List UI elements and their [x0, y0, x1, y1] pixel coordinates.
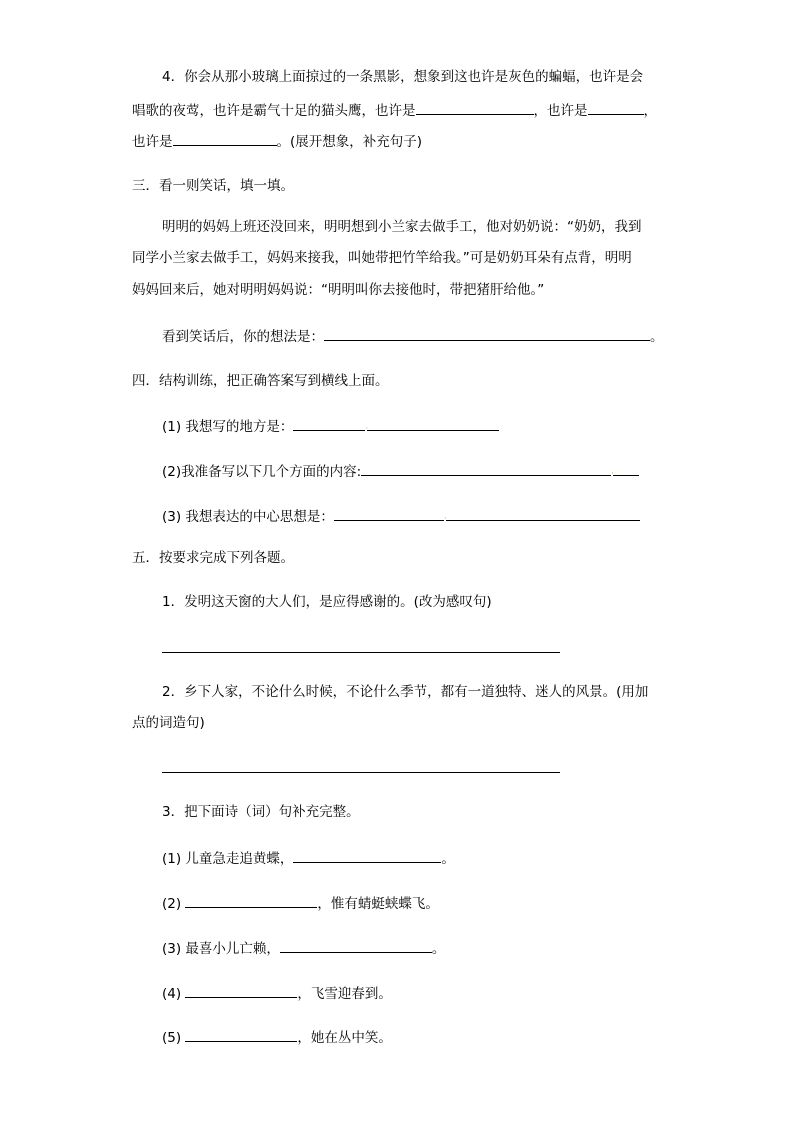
poem-line-4: [162, 983, 392, 1003]
exercise-3: 3．把下面诗（词）句补充完整。: [162, 804, 360, 820]
poem-text: 。: [431, 941, 446, 957]
poem-blank[interactable]: [185, 983, 297, 998]
q4-text: 。(展开想象，补充句子): [276, 134, 423, 150]
thought-end: 。: [650, 329, 664, 345]
poem-text: (4): [162, 986, 182, 1002]
poem-line-2: [162, 893, 439, 913]
poem-text: (5): [162, 1030, 182, 1046]
answer-line-2[interactable]: [162, 772, 560, 773]
joke-paragraph-line1: 明明的妈妈上班还没回来，明明想到小兰家去做手工，他对奶奶说：“奶奶，我到: [162, 219, 642, 235]
answer-blank[interactable]: [613, 461, 639, 476]
editor-mark: ·: [443, 514, 447, 524]
exercise-1: 1．发明这天窗的大人们，是应得感谢的。(改为感叹句): [162, 594, 492, 610]
answer-blank[interactable]: [334, 506, 444, 521]
joke-paragraph-line2: 同学小兰家去做手工，妈妈来接我，叫她带把竹竿给我。”可是奶奶耳朵有点背，明明: [132, 250, 632, 266]
structure-item-1: [162, 416, 499, 438]
answer-blank[interactable]: [588, 100, 644, 115]
editor-mark: ·: [365, 424, 369, 434]
q4-text: ，也许是: [533, 103, 588, 119]
poem-text: ，飞雪迎春到。: [297, 986, 392, 1002]
answer-blank[interactable]: [293, 416, 365, 431]
answer-blank[interactable]: [367, 416, 499, 431]
answer-line-1[interactable]: [162, 652, 560, 653]
poem-blank[interactable]: [293, 848, 441, 863]
answer-blank[interactable]: [173, 131, 277, 146]
poem-blank[interactable]: [280, 938, 432, 953]
structure-item-3: [162, 506, 640, 528]
exercise-2-line2: 点的词造句): [132, 715, 205, 731]
structure-label: (3) 我想表达的中心思想是：: [162, 509, 334, 525]
q4-line3: [132, 131, 422, 151]
poem-text: ，她在丛中笑。: [297, 1030, 392, 1046]
poem-text: (1) 儿童急走追黄蝶，: [162, 851, 294, 867]
answer-blank[interactable]: [446, 506, 640, 521]
structure-item-2: [162, 461, 639, 483]
exercise-2-line1: 2．乡下人家，不论什么时候，不论什么季节，都有一道独特、迷人的风景。(用加: [162, 684, 649, 700]
structure-label: (2)我准备写以下几个方面的内容:: [162, 464, 362, 480]
thought-label: 看到笑话后，你的想法是：: [162, 329, 324, 345]
q4-line2: [132, 100, 657, 120]
poem-line-3: [162, 938, 445, 958]
joke-paragraph-line3: 妈妈回来后，她对明明妈妈说：“明明叫你去接他时，带把猪肝给他。”: [132, 282, 545, 298]
q4-line1: 4．你会从那小玻璃上面掠过的一条黑影，想象到这也许是灰色的蝙蝠，也许是会: [162, 69, 644, 85]
answer-blank[interactable]: [361, 461, 611, 476]
poem-text: (3) 最喜小儿亡赖，: [162, 941, 280, 957]
editor-mark: ·: [611, 469, 615, 479]
structure-label: (1) 我想写的地方是：: [162, 419, 294, 435]
q4-text: 也许是: [132, 134, 173, 150]
q4-text: ，: [643, 103, 657, 119]
thought-line: [162, 326, 664, 346]
poem-line-1: [162, 848, 455, 868]
section3-heading: 三．看一则笑话，填一填。: [132, 178, 294, 194]
poem-text: (2): [162, 896, 182, 912]
answer-blank[interactable]: [416, 100, 534, 115]
q4-text: 唱歌的夜莺，也许是霸气十足的猫头鹰，也许是: [132, 103, 416, 119]
poem-line-5: [162, 1027, 392, 1047]
poem-text: ，惟有蜻蜓蛱蝶飞。: [317, 896, 439, 912]
section5-heading: 五．按要求完成下列各题。: [132, 550, 294, 566]
poem-text: 。: [441, 851, 455, 867]
section4-heading: 四．结构训练，把正确答案写到横线上面。: [132, 373, 389, 389]
poem-blank[interactable]: [185, 893, 317, 908]
thought-answer-blank[interactable]: [324, 326, 650, 341]
poem-blank[interactable]: [185, 1027, 297, 1042]
